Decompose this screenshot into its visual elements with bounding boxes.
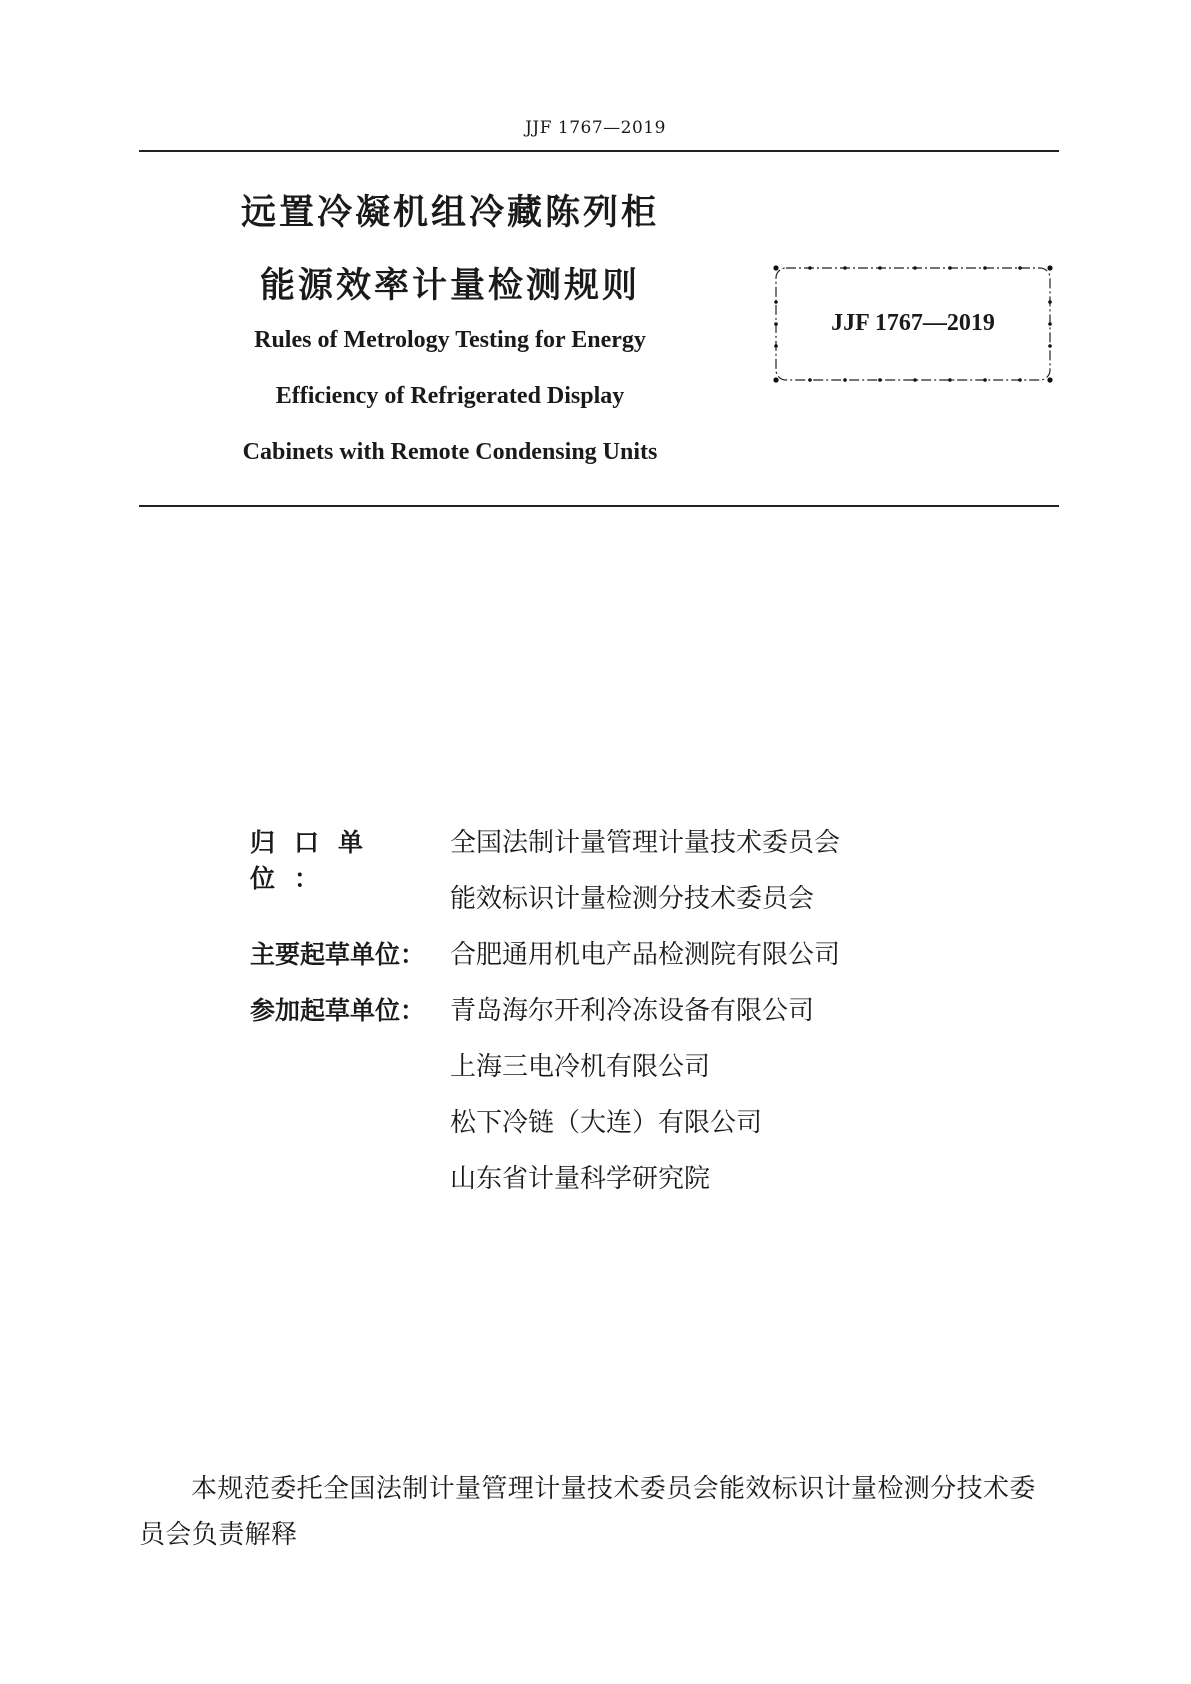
responsible-unit-label: 归口单位： [250,828,383,893]
title-english-line-2: Efficiency of Refrigerated Display [275,383,625,409]
participating-unit-label: 参加起草单位： [250,996,426,1025]
title-chinese-line-2: 能源效率计量检测规则 [259,266,640,306]
code-box-text: JJF 1767—2019 [831,310,995,336]
title-english-line-1: Rules of Metrology Testing for Energy [254,327,646,353]
title-english-line-3: Cabinets with Remote Condensing Units [242,439,658,465]
bottom-divider [139,505,1059,507]
top-divider [139,150,1059,152]
main-drafting-unit-label: 主要起草单位： [250,940,426,969]
header-standard-code: JJF 1767—2019 [525,118,666,138]
participating-unit-1: 青岛海尔开利冷冻设备有限公司 [450,996,815,1026]
main-drafting-unit: 合肥通用机电产品检测院有限公司 [450,940,841,970]
participating-unit-2: 上海三电冷机有限公司 [450,1052,711,1082]
title-chinese-line-1: 远置冷凝机组冷藏陈列柜 [240,193,659,233]
responsible-unit-2: 能效标识计量检测分技术委员会 [450,884,815,914]
responsible-unit-1: 全国法制计量管理计量技术委员会 [450,828,841,858]
participating-unit-4: 山东省计量科学研究院 [450,1164,711,1194]
standard-code-box [770,262,1056,386]
participating-unit-3: 松下冷链（大连）有限公司 [450,1108,763,1138]
interpretation-note: 本规范委托全国法制计量管理计量技术委员会能效标识计量检测分技术委员会负责解释 [139,1474,1036,1550]
